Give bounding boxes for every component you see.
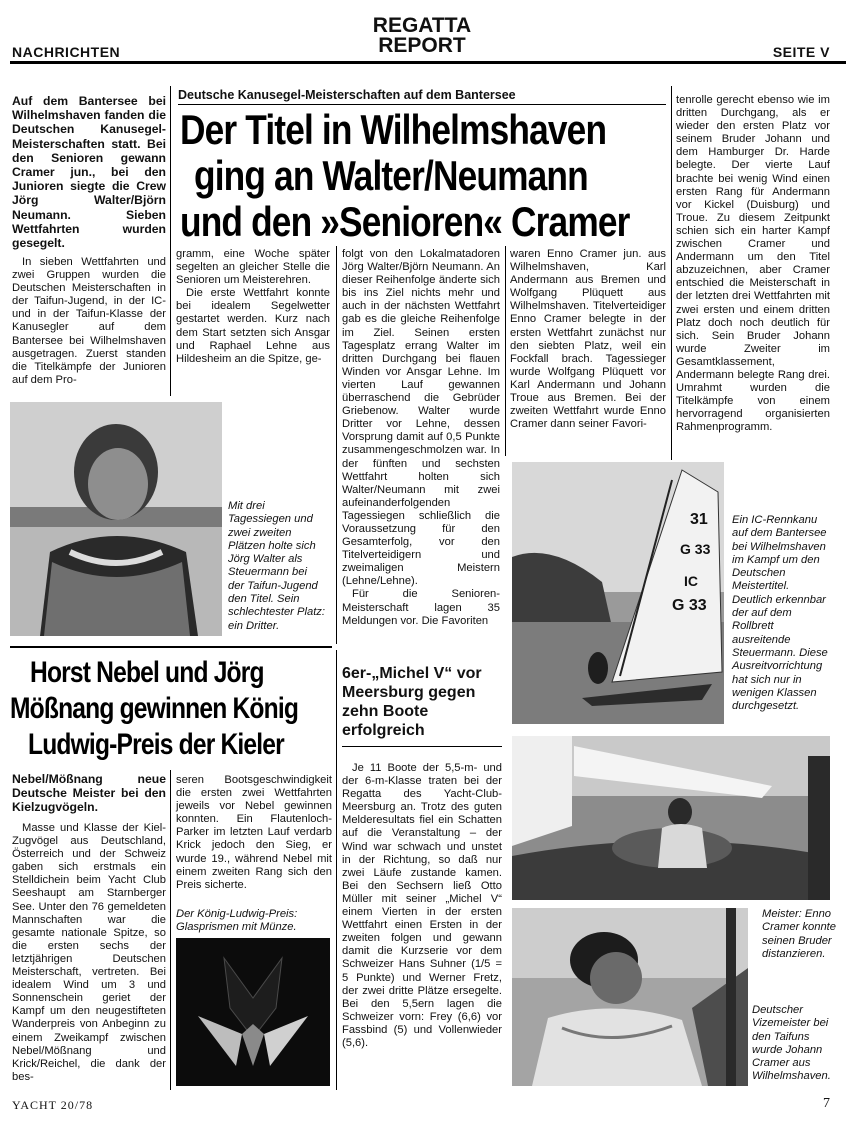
article2-col2-text: seren Bootsgeschwindigkeit die ersten zwei Wettfahrten jeweils vor Nebel gewinnen konnten. Ein Flautenloch-Parker im letzten Lauf verdarb Krick jedoch den Sieg, er wurde 19., während Nebel mit einem zweiten Rang sich den Preis sicherte. [176,774,332,891]
col-rule-article3-left [336,650,337,1090]
photo-johann-cramer-caption: Deutscher Vizemeister bei den Taifuns wurde Johann Cramer aus Wilhelmshaven. [752,1004,831,1083]
photo-enno-cramer [512,736,830,900]
col-rule-4 [671,86,672,460]
header [0,0,864,66]
article2-headline-line-2: Mößnang gewinnen König [10,692,299,725]
footer-issue: YACHT 20/78 [12,1098,94,1112]
sail-number-31: 31 [690,511,708,528]
photo-johann-cramer [512,908,748,1086]
logo-line-1: REGATTA [372,14,472,37]
headline-line-2: ging an Walter/Neumann [194,152,588,199]
article2-headline-line-1: Horst Nebel und Jörg [30,656,264,689]
photo-enno-cramer-caption: Meister: Enno Cramer konnte seinen Bruder distanzieren. [762,908,836,960]
headline-line-1: Der Titel in Wilhelmshaven [180,106,607,153]
sailor-portrait-image [10,402,222,636]
photo-joerg-walter [10,402,222,636]
article1-col4 [510,248,666,431]
article2-headline [10,656,334,766]
photo-koenig-ludwig-preis [176,938,330,1086]
footer-page-number: 7 [823,1096,830,1111]
glass-prism-trophy-image [176,938,330,1086]
col-rule-article2 [170,770,171,1090]
sail-number-g33-upper: G 33 [680,541,711,557]
article3-headline-rule [342,746,502,747]
sail-number-g33-lower: G 33 [672,597,707,614]
page-label-right: SEITE V [772,44,830,60]
kicker-underline [178,104,666,105]
article1-col3b-text: Für die Senioren-Meisterschaft lagen 35 Meldungen vor. Die Favoriten [342,588,500,627]
article3-headline: 6er-„Michel V“ vor Meersburg gegen zehn Boote erfolgreich [342,665,482,739]
article1-col2b-text: Die erste Wettfahrt konnte bei idealem Segelwetter gestartet werden. Kurz nach dem Start setzten sich Ansgar und Raphael Lehne aus Hildesheim an die Spitze, ge- [176,287,330,365]
enno-cramer-sailing-image [512,736,830,900]
col-rule-1 [170,86,171,396]
article2-col2 [176,774,332,892]
article1-headline [180,108,670,246]
article1-lead: Auf dem Bantersee bei Wilhelmshaven fanden die Deutschen Kanusegel-Meisterschaften statt. Bei den Senioren gewann Cramer jun., bei den Junioren siegte die Crew Jörg Walter/Björn Neumann. Sieben Wettfahrten wurden gesegelt. [12,94,166,251]
photo-joerg-walter-caption: Mit drei Tagessiegen und zwei zweiten Plätzen holte sich Jörg Walter als Steuermann bei der Taifun-Jugend den Titel. Sein schlechtester Platz: ein Dritter. [228,500,326,632]
photo-ic-canoe-caption: Ein IC-Rennkanu auf dem Bantersee bei Wilhelmshaven im Kampf um den Deutschen Meistertitel. Deutlich erkennbar der auf dem Rollbrett ausreitende Steuermann. Diese Ausreitvorrichtung hat sich nur in wenigen Klassen durchgesetzt. [732,514,828,713]
johann-cramer-sailing-image [512,908,748,1086]
sail-class-ic: IC [684,573,698,589]
article3-body [342,762,502,1050]
article1-col2 [176,248,330,366]
header-rule [10,61,846,64]
article1-col3-text: folgt von den Lokalmatadoren Jörg Walter/Björn Neumann. An dieser Reihenfolge änderte sich bis ins Ziel nichts mehr und auch in der nächsten Wettfahrt gab es die gleiche Reihenfolge im Ziel. Seinen ersten Tagesplatz errang Walter im dritten Durchgang bei flauen Winden vor Ansgar Lehne. Im vierten Lauf gewannen überraschend die Gebrüder Griebenow. Walter wurde Dritter vor Lehne, dessen Vorsprung damit auf 0,5 Punkte zusammengeschmolzen war. In der fünften und sechsten Wettfahrt holten sich Walter/Neumann mit zwei aufeinanderfolgenden Tagessiegen schließlich die Voraussetzung für den Gesamterfolg, vor den Titelverteidigern und zweimaligen Meistern (Lehne/Lehne). [342,248,500,588]
photo-ic-canoe [512,462,724,724]
section-label-left: NACHRICHTEN [12,44,121,60]
col-rule-2 [336,246,337,644]
col-rule-3 [505,246,506,456]
article1-col4-text: waren Enno Cramer jun. aus Wilhelmshaven, Karl Andermann aus Bremen und Wolfgang Plüquett aus Wilhelmshaven. Titelverteidiger Enno Cramer belegte in der ersten Wettfahrt zunächst nur den siebten Platz, weil ein Fockfall brach. Tagessieger wurde Wolfgang Plüquett vor Karl Andermann und Johann Troue aus Bremen. Bei der zweiten Wettfahrt wurde Enno Cramer dann seiner Favori- [510,248,666,431]
section-rule-article2 [10,646,332,648]
article1-col1 [12,256,166,387]
logo-line-2: REPORT [378,34,466,57]
article2-col1 [12,822,166,1084]
article1-col3 [342,248,500,628]
article2-col1-text: Masse und Klasse der Kiel-Zugvögel aus Deutschland, Österreich und der Schweiz gaben sich erstmals ein Stelldichein beim Yacht Club Seeshaupt am Starnberger See. Unter den 76 gemeldeten Mannschaften war die gesamte nationale Spitze, so die ersten sechs der letztjährigen Deutschen Meisterschaft, vertreten. Bei idealem Wind um 3 und Sonnenschein geriet der Kampf um den neugestifteten Wanderpreis von Anbeginn zu einem Zweikampf zwischen Nebel/Mößnang und Krick/Reichel, die dank der bes- [12,822,166,1083]
headline-line-3: und den »Senioren« Cramer [180,198,630,245]
article1-col2-text: gramm, eine Woche später segelten an gleicher Stelle die Senioren um Meisterehren. [176,248,330,287]
article2-headline-line-3: Ludwig-Preis der Kieler [28,728,284,761]
article1-col5 [676,94,830,434]
article3-body-text: Je 11 Boote der 5,5-m- und der 6-m-Klasse traten bei der Regatta des Yacht-Club-Meersburg an. Trotz des guten Melderesultats fiel ein Schatten auf die Veranstaltung – der Wind war schwach und unstet in der Richtung, so daß nur zwei Läufe zustande kamen. Bei den Sechsern ließ Otto Müller mit seiner „Michel V“ einem Vierten in der ersten Wettfahrt einen Ersten in der zweiten folgen und gewann damit die Kurzserie vor dem Schweizer Hans Suhner (1/5 = 5 Punkte) und Werner Fretz, der zwei dritte Plätze ersegelte. Bei den 5,5ern lagen die Schweizer vorn: Frey (6,6) vor Fassbind (5) und Vollenwieder (5,6). [342,762,502,1049]
article2-lead: Nebel/Mößnang neue Deutsche Meister bei den Kielzugvögeln. [12,772,166,815]
article1-kicker: Deutsche Kanusegel-Meisterschaften auf dem Bantersee [178,88,516,102]
regatta-report-logo [362,16,482,56]
article1-col5-text: tenrolle gerecht ebenso wie im dritten Durchgang, als er wieder den ersten Platz vor seinem Bruder Johann und dem Hamburger Dr. Harde belegte. Der vierte Lauf brachte bei wenig Wind einen ersten Rang für Andermann vor Kickel (Duisburg) und Troue. Zu diesem Zeitpunkt schien sich ein harter Kampf zwischen Cramer und Andermann um den Titel abzuzeichnen, aber Cramer entschied die Meisterschaft in der letzten drei Wettfahrten mit zwei ersten und einem dritten Platz doch noch deutlich für sich. Sein Bruder Johann wurde Zweiter im Gesamtklassement, Andermann belegte Rang drei. Umrahmt wurden die Titelkämpfe von einem hervorragend organisierten Rahmenprogramm. [676,94,830,434]
koenig-ludwig-preis-caption: Der König-Ludwig-Preis: Glasprismen mit Münze. [176,908,298,934]
ic-canoe-image [512,462,724,724]
article1-col1-text: In sieben Wettfahrten und zwei Gruppen wurden die Deutschen Meisterschaften in der Taifun-Jugend, in der IC- und in der Taifun-Klasse der Kanusegler auf dem Bantersee bei Wilhelmshaven ausgetragen. Zuerst standen die Titelkämpfe der Junioren auf dem Pro- [12,256,166,386]
